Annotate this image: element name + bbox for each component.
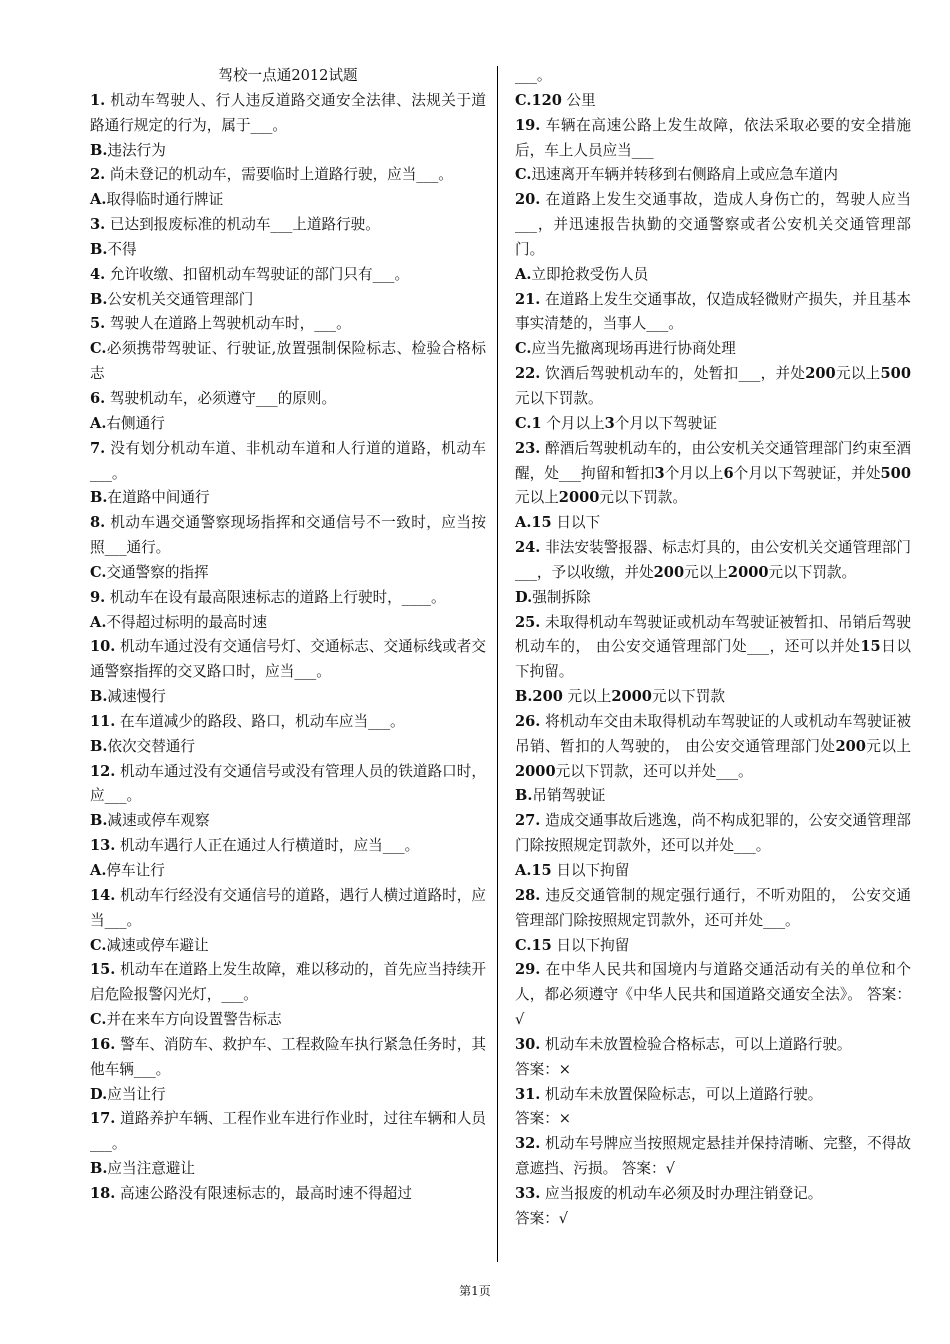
- answer-letter: C.: [90, 340, 107, 358]
- question: [90, 834, 486, 859]
- answer: [515, 934, 911, 959]
- question: [515, 437, 911, 512]
- answer-letter: B.200: [515, 688, 563, 706]
- answer-letter: C.120: [515, 91, 562, 109]
- question: [90, 958, 486, 1008]
- item-text: 在道路中间通行: [107, 489, 210, 507]
- question-number: 9.: [90, 588, 106, 606]
- question-number: 14.: [90, 886, 116, 904]
- item-text: 造成交通事故后逃逸，尚不构成犯罪的，公安交通管理部门除按照规定罚款外，还可以并处___。: [515, 812, 911, 855]
- item-text: 日以下拘留: [551, 862, 630, 879]
- answer-letter: A.: [90, 862, 107, 879]
- question-number: 13.: [90, 837, 116, 855]
- question: [90, 710, 486, 735]
- question: [515, 1182, 911, 1207]
- question: [515, 958, 911, 1033]
- left-column: [90, 64, 486, 1207]
- column-divider: [497, 66, 498, 1262]
- item-text: 交通警察的指挥: [106, 563, 209, 581]
- question-number: 5.: [90, 315, 106, 333]
- answer-letter: B.: [90, 489, 108, 507]
- question: [515, 1033, 911, 1058]
- item-text: 机动车行经没有交通信号的道路，遇行人横过道路时，应当___。: [90, 886, 486, 929]
- item-text: 日以下拘留: [551, 936, 630, 954]
- item-text: 已达到报废标准的机动车___上道路行驶。: [105, 216, 380, 234]
- item-text: 不得超过标明的最高时速: [106, 613, 267, 631]
- answer-letter: B.: [515, 787, 533, 805]
- answer: [90, 1008, 486, 1033]
- question-number: 10.: [90, 638, 116, 656]
- question: [90, 263, 486, 288]
- question: [515, 1132, 911, 1182]
- item-text: 车辆在高速公路上发生故障，依法采取必要的安全措施后，车上人员应当___: [515, 116, 911, 159]
- item-text: 尚未登记的机动车，需要临时上道路行驶，应当___。: [105, 166, 453, 184]
- item-text: 机动车未放置检验合格标志，可以上道路行驶。: [540, 1035, 852, 1053]
- item-text: 依次交替通行: [107, 737, 195, 755]
- answer-letter: B.: [90, 141, 108, 159]
- answer: [90, 139, 486, 164]
- question-number: 17.: [90, 1110, 116, 1128]
- question-number: 33.: [515, 1184, 541, 1202]
- answer-letter: B.: [90, 240, 108, 258]
- answer: [90, 238, 486, 263]
- question: [515, 288, 911, 338]
- answer-letter: C.15: [515, 936, 552, 954]
- answer-letter: A.: [90, 613, 107, 631]
- question: [515, 809, 911, 859]
- answer-letter: A.: [515, 265, 532, 283]
- item-text: 应当先撤离现场再进行协商处理: [531, 340, 736, 358]
- answer: [90, 1157, 486, 1182]
- question: [515, 884, 911, 934]
- answer: [90, 611, 486, 636]
- question: [90, 760, 486, 810]
- item-text: 应当注意避让: [107, 1160, 195, 1178]
- right-column: [515, 64, 911, 1232]
- item-text: 减速或停车观察: [107, 812, 210, 830]
- question-number: 32.: [515, 1135, 541, 1153]
- item-text: 迅速离开车辆并转移到右侧路肩上或应急车道内: [531, 166, 838, 184]
- question: [90, 1107, 486, 1157]
- item-text: 立即抢救受伤人员: [531, 265, 649, 283]
- answer: [90, 337, 486, 387]
- item-text: 将机动车交由未取得机动车驾驶证的人或机动车驾驶证被吊销、暂扣的人驾驶的， 由公安交通管理部门处200元以上2000元以下罚款，还可以并处___。: [515, 712, 911, 780]
- item-text: 机动车在设有最高限速标志的道路上行驶时，____。: [105, 588, 446, 606]
- item-text: 元以上2000元以下罚款: [562, 688, 725, 706]
- answer: [90, 934, 486, 959]
- item-text: 强制拆除: [532, 588, 591, 606]
- answer: [90, 1083, 486, 1108]
- question: [90, 884, 486, 934]
- question-number: 3.: [90, 216, 106, 234]
- answer-letter: C.: [90, 936, 107, 954]
- question-number: 26.: [515, 712, 541, 730]
- question-number: 30.: [515, 1035, 541, 1053]
- answer-letter: C.1: [515, 414, 542, 432]
- item-text: 机动车遇行人正在通过人行横道时，应当___。: [115, 837, 420, 855]
- page-footer: 第1页: [459, 1284, 491, 1298]
- answer: [515, 859, 911, 884]
- question-number: 25.: [515, 613, 541, 631]
- question-number: 18.: [90, 1184, 116, 1202]
- item-text: 在车道减少的路段、路口，机动车应当___。: [115, 712, 405, 730]
- question: [515, 536, 911, 586]
- item-text: 必须携带驾驶证、行驶证,放置强制保险标志、检验合格标志: [90, 340, 486, 383]
- item-text: 取得临时通行牌证: [106, 191, 224, 209]
- answer-letter: C.: [90, 563, 107, 581]
- item-text: 并在来车方向设置警告标志: [106, 1011, 282, 1029]
- question: [515, 611, 911, 686]
- item-text: 高速公路没有限速标志的，最高时速不得超过: [115, 1184, 412, 1202]
- answer-letter: B.: [90, 688, 108, 706]
- item-text: ___。: [515, 67, 552, 84]
- question: [90, 89, 486, 139]
- item-text: 在道路上发生交通事故，仅造成轻微财产损失，并且基本事实清楚的，当事人___。: [515, 290, 911, 333]
- question: [90, 213, 486, 238]
- question-number: 15.: [90, 961, 116, 979]
- question: [515, 710, 911, 785]
- answer-letter: C.: [515, 166, 532, 184]
- question: [515, 114, 911, 164]
- question-number: 19.: [515, 116, 541, 134]
- item-text: 应当让行: [107, 1085, 166, 1103]
- question-number: 20.: [515, 191, 541, 209]
- item-text: 机动车通过没有交通信号或没有管理人员的铁道路口时，应___。: [90, 762, 486, 805]
- answer: [515, 586, 911, 611]
- item-text: 机动车通过没有交通信号灯、交通标志、交通标线或者交通警察指挥的交叉路口时，应当___。: [90, 638, 486, 681]
- item-text: 警车、消防车、救护车、工程救险车执行紧急任务时，其他车辆___。: [90, 1035, 486, 1078]
- answer: [515, 337, 911, 362]
- item-text: 机动车驾驶人、行人违反道路交通安全法律、法规关于道路通行规定的行为，属于___。: [90, 91, 486, 134]
- question: [90, 312, 486, 337]
- question-number: 24.: [515, 539, 541, 557]
- item-text: 答案：×: [515, 1110, 572, 1128]
- question: [90, 1033, 486, 1083]
- question: [515, 362, 911, 412]
- question: [90, 163, 486, 188]
- question: [90, 586, 486, 611]
- item-text: 机动车未放置保险标志，可以上道路行驶。: [540, 1085, 823, 1103]
- answer: [90, 561, 486, 586]
- answer-letter: A.15: [515, 514, 552, 532]
- answer: [515, 263, 911, 288]
- item-text: 不得: [107, 240, 137, 258]
- question-number: 6.: [90, 389, 106, 407]
- question-number: 12.: [90, 762, 116, 780]
- item-text: 公安机关交通管理部门: [107, 290, 254, 308]
- question-number: 11.: [90, 712, 116, 730]
- question: [515, 1083, 911, 1108]
- item-text: 答案：×: [515, 1060, 572, 1078]
- answer: [90, 809, 486, 834]
- answer-letter: B.: [90, 812, 108, 830]
- answer: [90, 486, 486, 511]
- question-number: 31.: [515, 1085, 541, 1103]
- item-text: 允许收缴、扣留机动车驾驶证的部门只有___。: [105, 265, 410, 283]
- text-line: [515, 1207, 911, 1232]
- item-text: 驾驶机动车，必须遵守___的原则。: [105, 389, 337, 407]
- text-line: [515, 1107, 911, 1132]
- question-number: 28.: [515, 886, 541, 904]
- answer: [515, 511, 911, 536]
- item-text: 减速慢行: [107, 688, 166, 706]
- answer: [90, 859, 486, 884]
- question-number: 23.: [515, 439, 541, 457]
- item-text: 减速或停车避让: [106, 936, 209, 954]
- item-text: 未取得机动车驾驶证或机动车驾驶证被暂扣、吊销后驾驶机动车的， 由公安交通管理部门处___，还可以并处15日以下拘留。: [515, 613, 911, 681]
- question-number: 21.: [515, 290, 541, 308]
- answer: [90, 288, 486, 313]
- question-number: 16.: [90, 1035, 116, 1053]
- answer-letter: D.: [515, 588, 533, 606]
- question-number: 27.: [515, 812, 541, 830]
- question-number: 29.: [515, 961, 541, 979]
- question: [90, 387, 486, 412]
- item-text: 机动车在道路上发生故障，难以移动的，首先应当持续开启危险报警闪光灯，___。: [90, 961, 486, 1004]
- answer: [90, 685, 486, 710]
- answer-letter: A.15: [515, 862, 552, 879]
- answer: [515, 784, 911, 809]
- item-text: 非法安装警报器、标志灯具的，由公安机关交通管理部门___，予以收缴，并处200元以上2000元以下罚款。: [515, 539, 911, 581]
- answer-letter: B.: [90, 290, 108, 308]
- item-text: 违法行为: [107, 141, 166, 159]
- question: [90, 1182, 486, 1207]
- answer: [90, 735, 486, 760]
- answer: [515, 163, 911, 188]
- item-text: 没有划分机动车道、非机动车道和人行道的道路，机动车___。: [90, 439, 486, 482]
- item-text: 驾驶人在道路上驾驶机动车时，___。: [105, 315, 351, 333]
- answer-letter: C.: [90, 1011, 107, 1029]
- question-number: 1.: [90, 91, 106, 109]
- item-text: 停车让行: [106, 862, 165, 879]
- page-title: 驾校一点通2012试题: [218, 67, 358, 84]
- answer-letter: D.: [90, 1085, 108, 1103]
- answer: [90, 412, 486, 437]
- answer-letter: A.: [90, 191, 107, 209]
- answer: [515, 685, 911, 710]
- item-text: 日以下: [551, 514, 601, 532]
- answer-letter: C.: [515, 340, 532, 358]
- answer-letter: B.: [90, 1160, 108, 1178]
- item-text: 机动车遇交通警察现场指挥和交通信号不一致时，应当按照___通行。: [90, 514, 486, 557]
- answer: [515, 89, 911, 114]
- item-text: 右侧通行: [106, 414, 165, 432]
- question-number: 22.: [515, 365, 541, 383]
- text-line: [515, 64, 911, 89]
- item-text: 个月以上3个月以下驾驶证: [541, 414, 717, 432]
- question-number: 4.: [90, 265, 106, 283]
- question: [515, 188, 911, 263]
- question: [90, 511, 486, 561]
- question-number: 8.: [90, 514, 106, 532]
- answer-letter: B.: [90, 737, 108, 755]
- item-text: 醉酒后驾驶机动车的，由公安机关交通管理部门约束至酒醒，处___拘留和暂扣3个月以上6个月以下驾驶证，并处500元以上2000元以下罚款。: [515, 439, 911, 507]
- item-text: 公里: [561, 91, 596, 109]
- item-text: 吊销驾驶证: [532, 787, 606, 805]
- item-text: 应当报废的机动车必须及时办理注销登记。: [540, 1184, 823, 1202]
- answer-letter: A.: [90, 414, 107, 432]
- item-text: 饮酒后驾驶机动车的，处暂扣___，并处200元以上500元以下罚款。: [515, 365, 911, 407]
- question: [90, 635, 486, 685]
- item-text: 机动车号牌应当按照规定悬挂并保持清晰、完整，不得故意遮挡、污损。 答案：√: [515, 1135, 911, 1178]
- answer: [90, 188, 486, 213]
- item-text: 道路养护车辆、工程作业车进行作业时，过往车辆和人员___。: [90, 1110, 486, 1153]
- item-text: 答案：√: [515, 1209, 569, 1227]
- question: [90, 437, 486, 487]
- question-number: 2.: [90, 166, 106, 184]
- item-text: 在道路上发生交通事故，造成人身伤亡的，驾驶人应当___，并迅速报告执勤的交通警察或者公安机关交通管理部门。: [515, 191, 911, 258]
- answer: [515, 412, 911, 437]
- text-line: [515, 1058, 911, 1083]
- question-number: 7.: [90, 439, 106, 457]
- item-text: 违反交通管制的规定强行通行，不听劝阻的， 公安交通管理部门除按照规定罚款外，还可并处___。: [515, 886, 911, 929]
- item-text: 在中华人民共和国境内与道路交通活动有关的单位和个人，都必须遵守《中华人民共和国道路交通安全法》。 答案：√: [515, 961, 911, 1029]
